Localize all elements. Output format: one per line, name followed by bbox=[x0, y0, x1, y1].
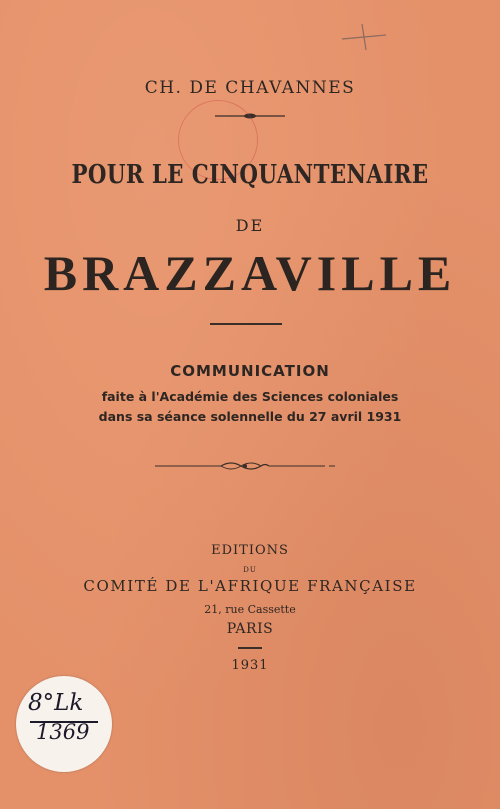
title-divider bbox=[210, 323, 282, 325]
title-main: BRAZZAVILLE bbox=[43, 245, 457, 301]
title-line-1: POUR LE CINQUANTENAIRE bbox=[71, 160, 429, 190]
pencil-cross-mark bbox=[340, 22, 388, 52]
title-line-2: DE bbox=[235, 216, 265, 235]
publisher-city: PARIS bbox=[226, 621, 274, 637]
publisher-prefix: EDITIONS bbox=[211, 543, 289, 558]
description-line-1: faite à l'Académie des Sciences coloniales bbox=[101, 389, 399, 404]
subtitle: COMMUNICATION bbox=[170, 362, 330, 380]
shelfmark-line-1: 8°Lk bbox=[28, 690, 84, 716]
decorative-flourish bbox=[155, 460, 335, 472]
shelfmark-line-2: 1369 bbox=[36, 720, 90, 744]
library-shelfmark-label bbox=[16, 676, 112, 772]
publisher-name: COMITÉ DE L'AFRIQUE FRANÇAISE bbox=[83, 577, 417, 595]
publication-year: 1931 bbox=[231, 658, 269, 673]
description-line-2: dans sa séance solennelle du 27 avril 1931 bbox=[98, 409, 402, 424]
publisher-du: DU bbox=[243, 566, 257, 574]
publisher-address: 21, rue Cassette bbox=[204, 603, 296, 616]
year-divider bbox=[238, 647, 262, 649]
author-name: CH. DE CHAVANNES bbox=[144, 78, 356, 98]
